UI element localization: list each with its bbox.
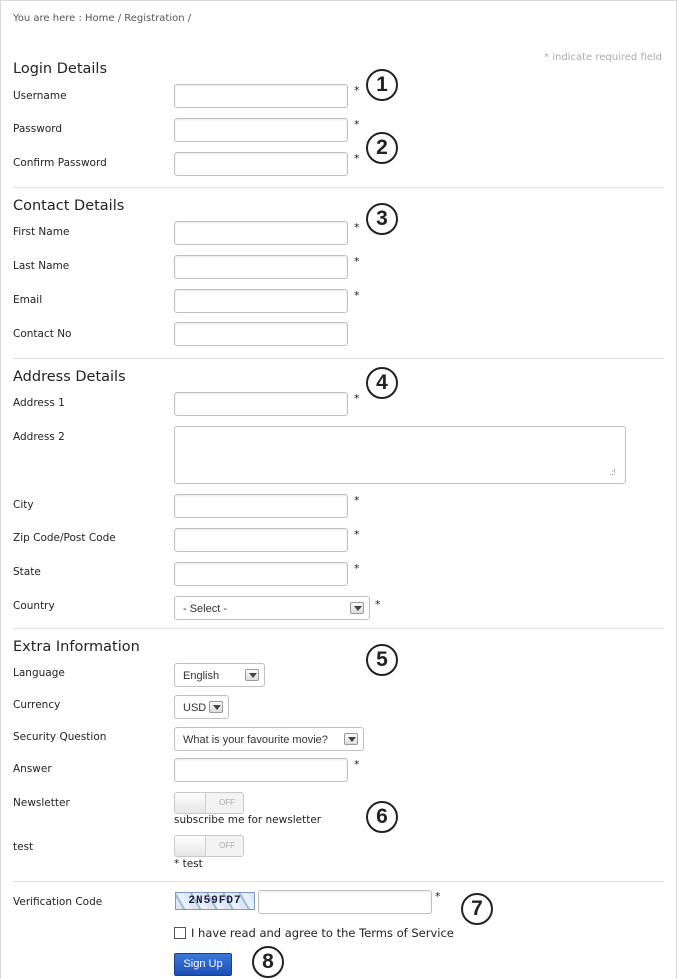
security-question-label: Security Question [13, 731, 107, 743]
required-marker: * [354, 562, 360, 575]
breadcrumb: You are here : Home / Registration / [13, 13, 192, 24]
contact-no-label: Contact No [13, 328, 72, 340]
required-marker: * [354, 118, 360, 131]
city-input[interactable] [174, 494, 348, 518]
security-question-select[interactable] [174, 727, 364, 751]
required-marker: * [354, 255, 360, 268]
test-label: test [13, 841, 34, 853]
country-select-value: - Select - [183, 603, 228, 615]
toggle-state: OFF [219, 798, 235, 807]
divider [13, 628, 664, 629]
annotation-marker-2: 2 [366, 132, 398, 164]
address2-textarea[interactable] [174, 426, 626, 484]
required-field-note: * indicate required field [544, 52, 662, 63]
section-extra-information: Extra Information [13, 639, 140, 655]
resize-grip-icon[interactable]: .:! [609, 468, 615, 477]
annotation-marker-7: 7 [461, 893, 493, 925]
chevron-down-icon [350, 602, 364, 614]
verification-code-input[interactable] [258, 890, 432, 914]
email-label: Email [13, 294, 43, 306]
chevron-down-icon [209, 701, 223, 713]
password-input[interactable] [174, 118, 348, 142]
section-login-details: Login Details [13, 61, 107, 77]
currency-select-value: USD [183, 702, 207, 714]
zip-label: Zip Code/Post Code [13, 532, 116, 544]
first-name-label: First Name [13, 226, 70, 238]
toggle-knob [175, 793, 206, 813]
country-label: Country [13, 600, 55, 612]
annotation-marker-8: 8 [252, 946, 284, 978]
section-address-details: Address Details [13, 369, 126, 385]
address1-input[interactable] [174, 392, 348, 416]
required-marker: * [354, 289, 360, 302]
required-marker: * [354, 152, 360, 165]
username-label: Username [13, 90, 67, 102]
toggle-knob [175, 836, 206, 856]
security-question-select-value: What is your favourite movie? [183, 734, 328, 746]
chevron-down-icon [245, 669, 259, 681]
password-label: Password [13, 123, 63, 135]
language-select[interactable] [174, 663, 265, 687]
username-input[interactable] [174, 84, 348, 108]
divider [13, 187, 664, 188]
required-marker: * [354, 758, 360, 771]
currency-select[interactable] [174, 695, 229, 719]
chevron-down-icon [344, 733, 358, 745]
state-input[interactable] [174, 562, 348, 586]
last-name-label: Last Name [13, 260, 70, 272]
annotation-marker-6: 6 [366, 801, 398, 833]
annotation-marker-4: 4 [366, 367, 398, 399]
confirm-password-label: Confirm Password [13, 157, 107, 169]
required-marker: * [375, 598, 381, 611]
annotation-marker-1: 1 [366, 69, 398, 101]
annotation-marker-3: 3 [366, 203, 398, 235]
language-label: Language [13, 667, 65, 679]
country-select[interactable] [174, 596, 370, 620]
test-toggle[interactable] [174, 835, 244, 857]
first-name-input[interactable] [174, 221, 348, 245]
required-marker: * [354, 392, 360, 405]
verification-code-label: Verification Code [13, 896, 103, 908]
terms-checkbox[interactable] [174, 927, 186, 939]
divider [13, 358, 664, 359]
confirm-password-input[interactable] [174, 152, 348, 176]
newsletter-caption: subscribe me for newsletter [174, 814, 322, 826]
email-input[interactable] [174, 289, 348, 313]
required-marker: * [354, 528, 360, 541]
city-label: City [13, 499, 34, 511]
newsletter-toggle[interactable] [174, 792, 244, 814]
required-marker: * [435, 890, 441, 903]
required-marker: * [354, 221, 360, 234]
newsletter-label: Newsletter [13, 797, 70, 809]
annotation-marker-5: 5 [366, 644, 398, 676]
toggle-state: OFF [219, 841, 235, 850]
sign-up-button[interactable]: Sign Up [174, 953, 232, 976]
currency-label: Currency [13, 699, 61, 711]
required-marker: * [354, 494, 360, 507]
terms-label: I have read and agree to the Terms of Service [191, 926, 454, 940]
required-marker: * [354, 84, 360, 97]
contact-no-input[interactable] [174, 322, 348, 346]
test-caption: * test [174, 858, 203, 870]
captcha-image: 2N59FD7 [175, 892, 255, 910]
section-contact-details: Contact Details [13, 198, 125, 214]
last-name-input[interactable] [174, 255, 348, 279]
answer-label: Answer [13, 763, 52, 775]
divider [13, 881, 664, 882]
state-label: State [13, 566, 41, 578]
address1-label: Address 1 [13, 397, 65, 409]
address2-label: Address 2 [13, 431, 65, 443]
answer-input[interactable] [174, 758, 348, 782]
zip-input[interactable] [174, 528, 348, 552]
language-select-value: English [183, 670, 220, 682]
